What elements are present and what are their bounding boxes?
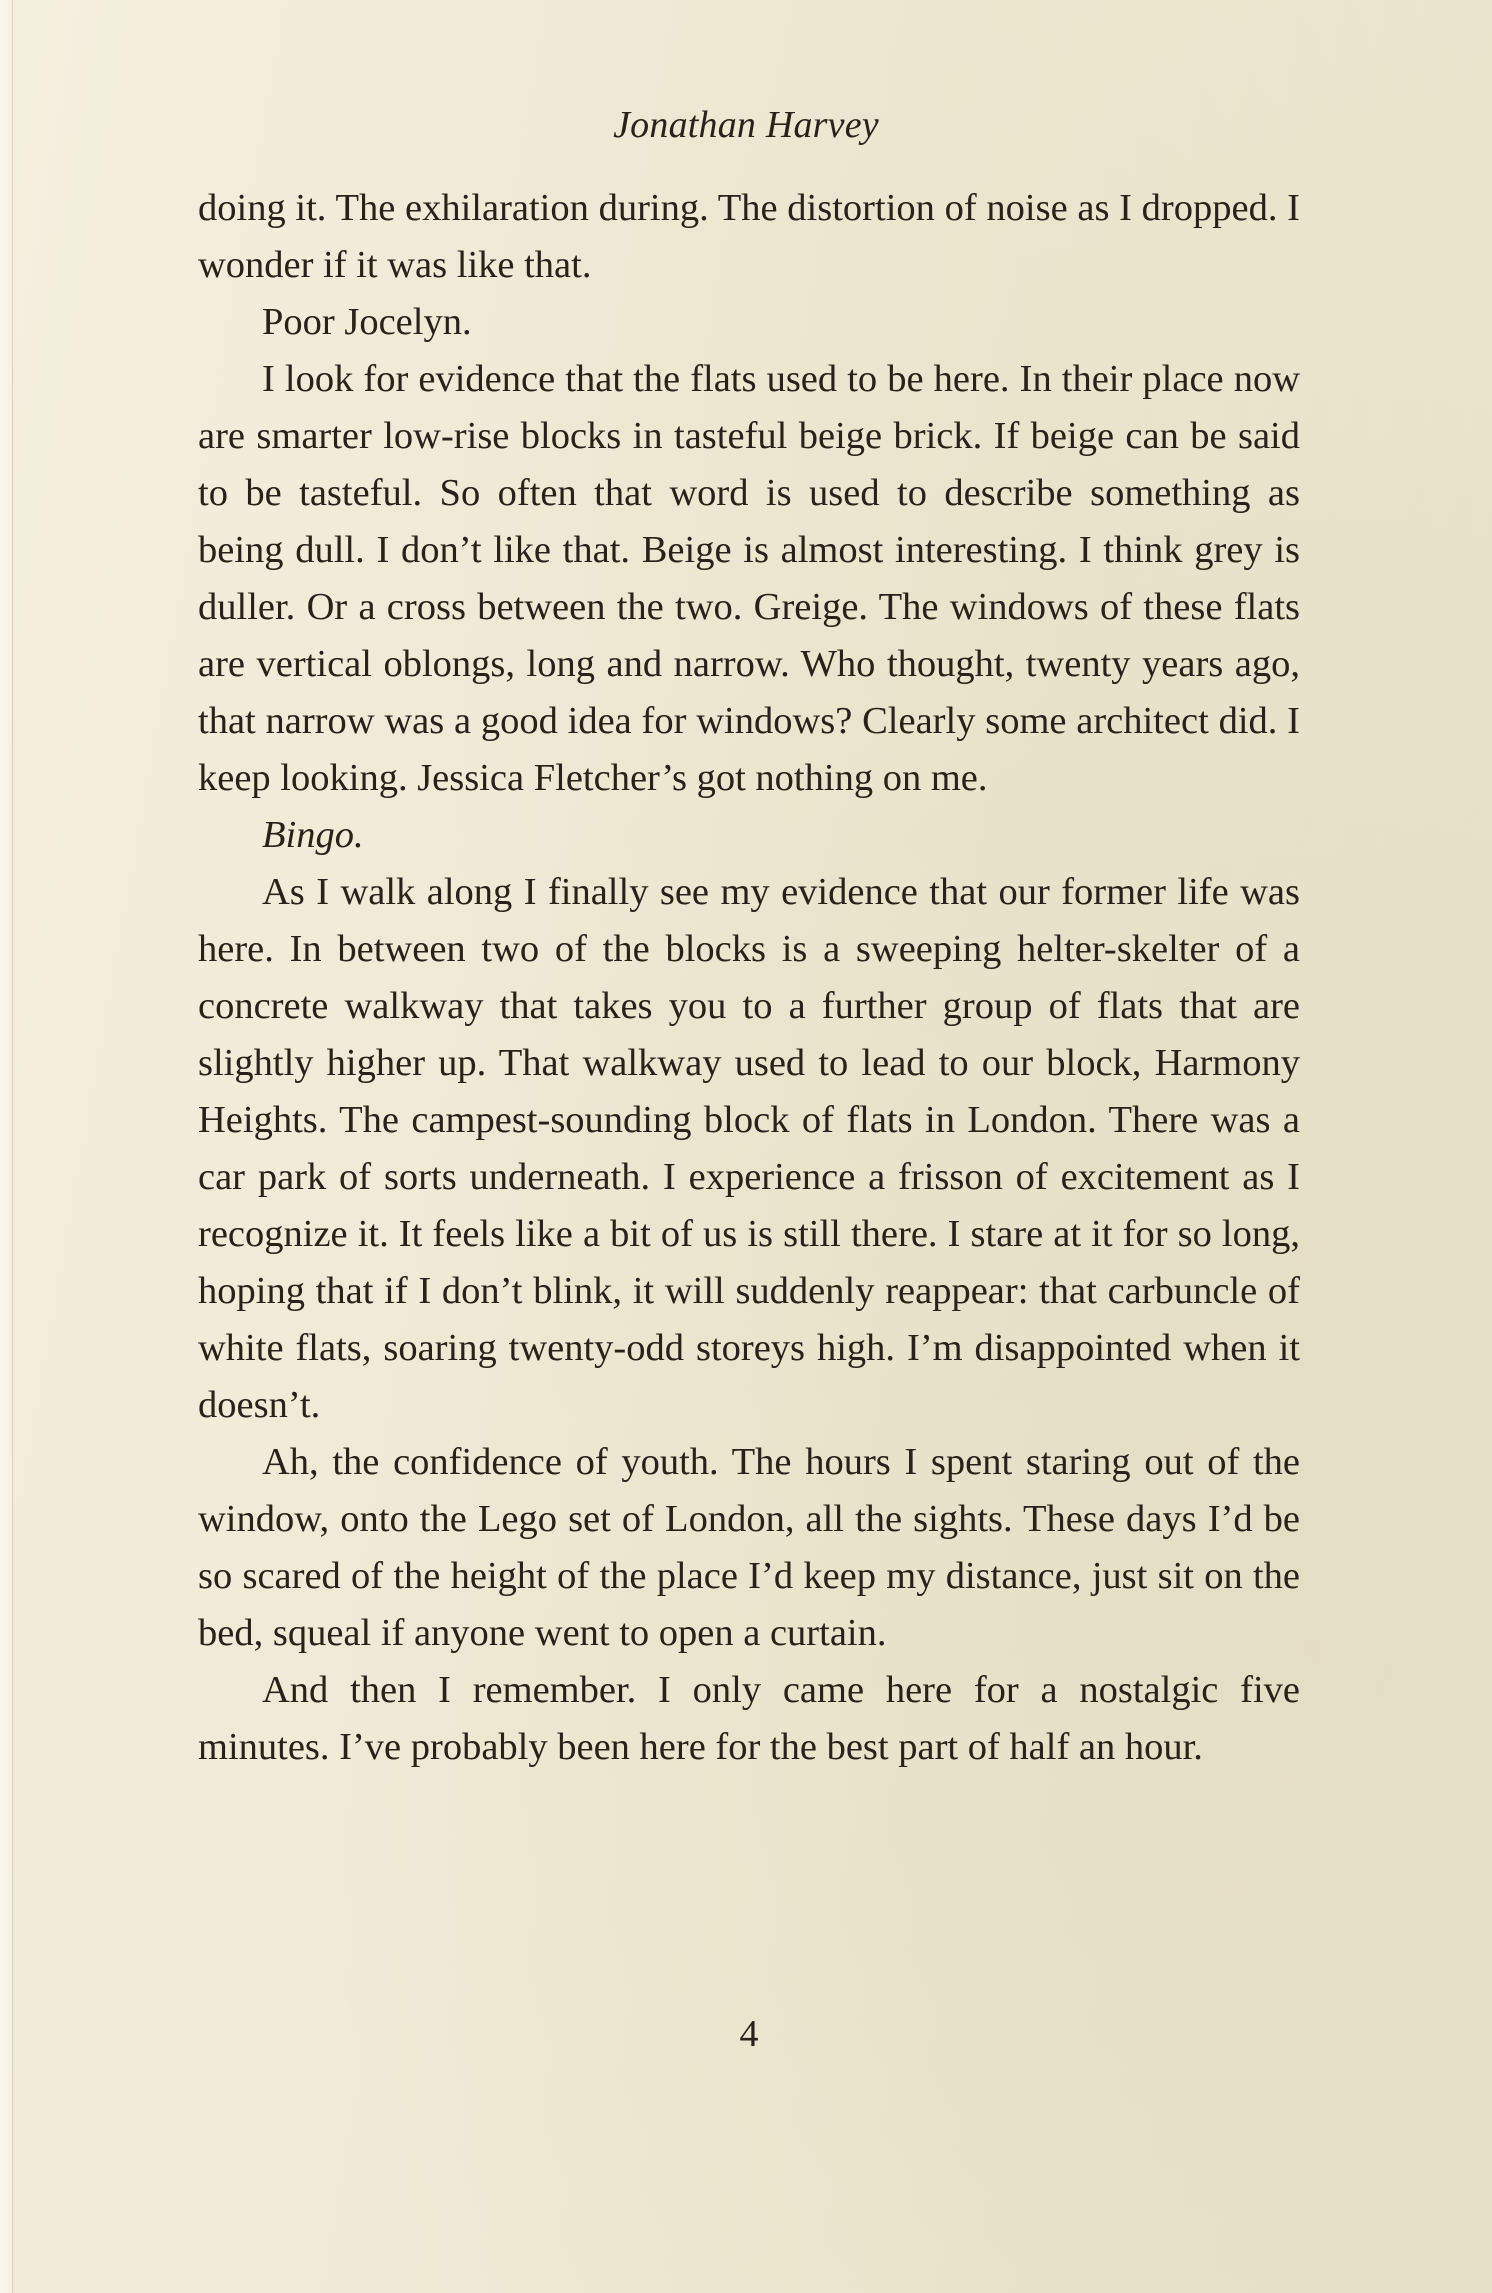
paragraph: And then I remember. I only came here for a nostalgic five minutes. I’ve probably been here for the best part of half an hour.	[198, 1669, 1300, 1768]
paragraph: Ah, the confidence of youth. The hours I spent staring out of the window, onto the Lego set of London, all the sights. These days I’d be so scared of the height of the place I’d keep my distance, just sit on the bed, squeal if anyone went to open a curtain.	[198, 1441, 1300, 1654]
body-text	[0, 150, 1492, 1776]
paragraph: Bingo.	[262, 814, 364, 856]
scan-edge	[0, 0, 13, 2293]
running-header: Jonathan Harvey	[613, 104, 879, 146]
paragraph: As I walk along I finally see my evidence that our former life was here. In between two of the blocks is a sweeping helter-skelter of a concrete walkway that takes you to a further group of flats that are slightly higher up. That walkway used to lead to our block, Harmony Heights. The campest-sounding block of flats in London. There was a car park of sorts underneath. I experience a frisson of excitement as I recognize it. It feels like a bit of us is still there. I stare at it for so long, hoping that if I don’t blink, it will suddenly reappear: that carbuncle of white flats, soaring twenty-odd storeys high. I’m disappointed when it doesn’t.	[198, 871, 1300, 1426]
paragraph: I look for evidence that the flats used to be here. In their place now are smarter low-rise blocks in tasteful beige brick. If beige can be said to be tasteful. So often that word is used to describe something as being dull. I don’t like that. Beige is almost interesting. I think grey is duller. Or a cross between the two. Greige. The windows of these flats are vertical oblongs, long and narrow. Who thought, twenty years ago, that narrow was a good idea for windows? Clearly some architect did. I keep looking. Jessica Fletcher’s got nothing on me.	[198, 358, 1300, 799]
paragraph: doing it. The exhilaration during. The distortion of noise as I dropped. I wonder if it was like that.	[198, 187, 1300, 286]
page-number: 4	[739, 2013, 759, 2055]
paragraph: Poor Jocelyn.	[262, 301, 472, 343]
